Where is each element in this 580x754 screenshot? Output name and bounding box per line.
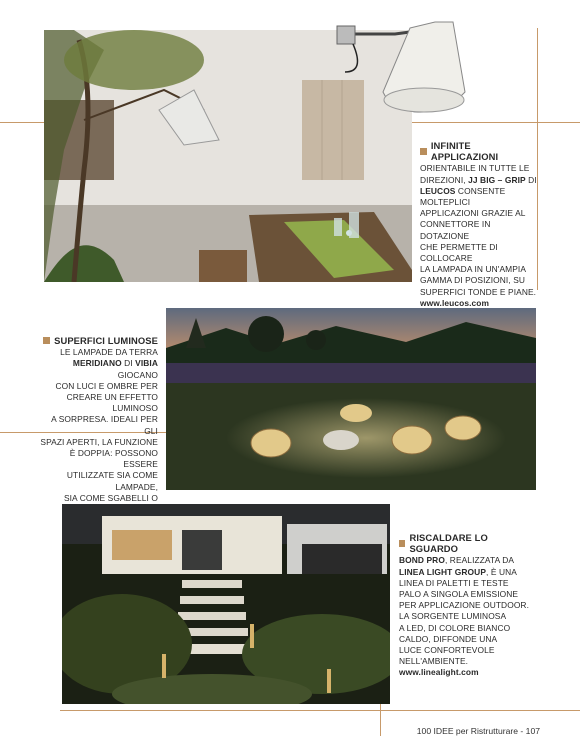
url-link[interactable]: www.linealight.com <box>399 667 479 678</box>
grip-lamp-cutout <box>335 12 475 118</box>
bullet-square <box>43 337 50 344</box>
bullet-square <box>420 148 427 155</box>
garden-lights-photo <box>166 308 536 490</box>
section-heading: INFINITE APPLICAZIONI <box>420 140 538 162</box>
bullet-square <box>399 540 405 547</box>
decorative-rule <box>60 710 580 711</box>
text-infinite-applicazioni: INFINITE APPLICAZIONI ORIENTABILE IN TUTTE LE DIREZIONI, JJ BIG – GRIP DI LEUCOS CONSENTE MOLTEPLICI APPLICAZIONI GRAZIE AL CONNETTORE IN DOTAZIONE CHE PERMETTE DI COLLOCARE LA LAMPADA IN UN'AMPIA GAMMA DI POSIZIONI, SU SUPERFICI TONDE E PIANE. www.leucos.com <box>420 140 537 308</box>
garden-steps-photo <box>62 504 390 704</box>
page-footer: 100 IDEE per Ristrutturare - 107 <box>416 726 540 736</box>
section-heading: SUPERFICI LUMINOSE <box>40 335 158 346</box>
decorative-rule <box>380 700 381 736</box>
section-heading: RISCALDARE LO SGUARDO <box>399 532 529 554</box>
text-riscaldare-lo-sguardo: RISCALDARE LO SGUARDO BOND PRO, REALIZZATA DA LINEA LIGHT GROUP, È UNA LINEA DI PALETTI E TESTE PALO A SINGOLA EMISSIONE PER APPLICAZIONE OUTDOOR. LA SORGENTE LUMINOSA A LED, DI COLORE BIANCO CALDO, DIFFONDE UNA LUCE CONFORTEVOLE NELL'AMBIENTE. www.linealight.com <box>399 532 530 678</box>
url-link[interactable]: www.leucos.com <box>420 297 490 308</box>
text-superfici-luminose: SUPERFICI LUMINOSE LE LAMPADE DA TERRA MERIDIANO DI VIBIA GIOCANO CON LUCI E OMBRE PER CREARE UN EFFETTO LUMINOSO A SORPRESA. IDEALI PER GLI SPAZI APERTI, LA FUNZIONE È DOPPIA: POSSONO ESSERE UTILIZZATE SIA COME LAMPADE, SIA COME SGABELLI O <box>40 335 158 526</box>
